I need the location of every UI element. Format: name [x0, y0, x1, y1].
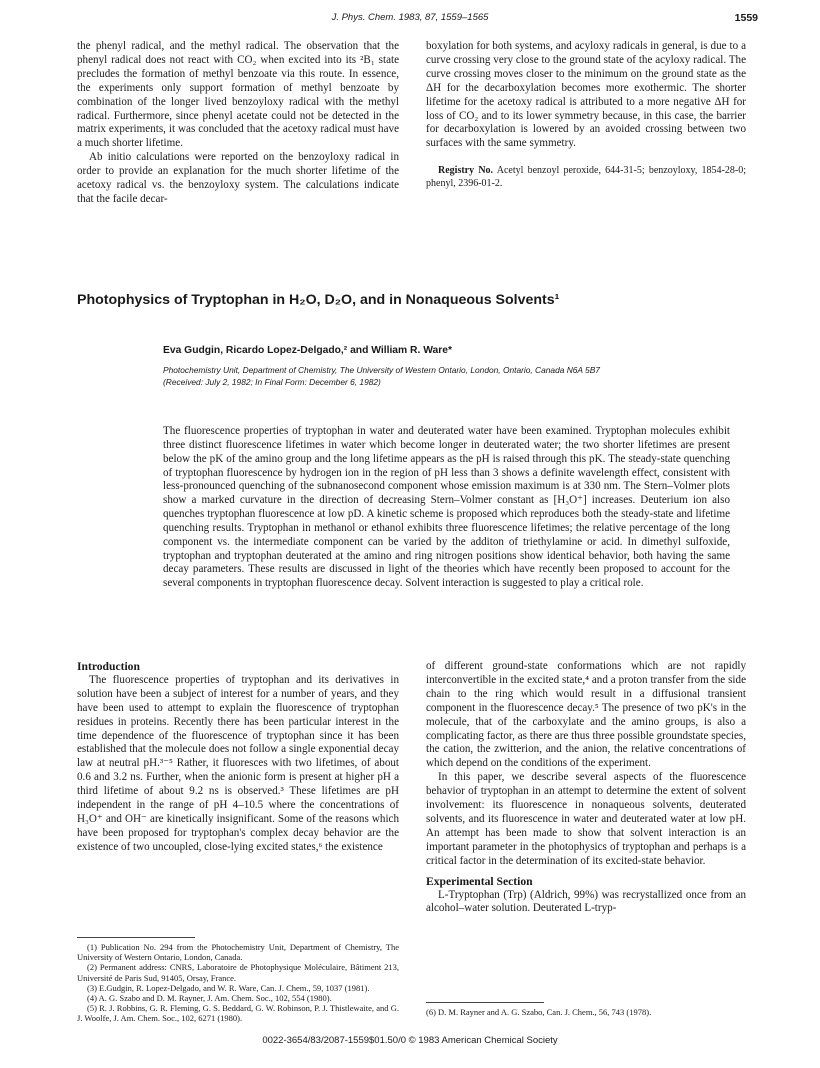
- footnotes-list: [77, 942, 399, 1024]
- footnotes-left: [77, 937, 399, 1024]
- experimental-heading: Experimental Section: [426, 874, 533, 888]
- prev-paragraph-3: boxylation for both systems, and acyloxy radicals in general, is due to a curve crossing very close to the ground state of the acyloxy radical. The curve crossing moves closer to the minimum on the ground state as the ΔH for the decarboxylation becomes more exothermic. The shorter lifetime for the acetoxy radical is attributed to a more negative ΔH for loss of CO₂ and to its lower symmetry because, in this case, the barrier for decarboxylation is lowered by an avoided crossing between two surfaces with the same symmetry.: [426, 40, 746, 150]
- running-header: [0, 12, 820, 28]
- prev-paragraph-1: the phenyl radical, and the methyl radical. The observation that the phenyl radical does not react with CO₂ when excited into its ²B₁ state precludes the formation of methyl benzoate via this route. In essence, the experiments only support formation of methyl benzoate by combination of the longer lived benzoyloxy radical with the methyl radical. Furthermore, since phenyl acetate could not be detected in the matrix experiments, it was concluded that the acetoxy radical must have a much shorter lifetime.: [77, 40, 399, 150]
- footnote-1: (1) Publication No. 294 from the Photochemistry Unit, Department of Chemistry, The University of Western Ontario, London, Canada.: [77, 942, 399, 963]
- registry-label: Registry No.: [438, 165, 494, 177]
- introduction-heading: Introduction: [77, 660, 140, 673]
- introduction-right-column: [426, 660, 746, 916]
- prev-paragraph-2: Ab initio calculations were reported on the benzoyloxy radical in order to provide an explanation for the much shorter lifetime of the acetoxy radical vs. the benzoyloxy system. The calculations indicate that the facile decar-: [77, 151, 399, 205]
- footnote-rule: [77, 937, 195, 938]
- received-dates: (Received: July 2, 1982; In Final Form: December 6, 1982): [163, 377, 381, 387]
- footnotes-right: [426, 1002, 746, 1017]
- footnote-6: (6) D. M. Rayner and A. G. Szabo, Can. J. Chem., 56, 743 (1978).: [426, 1007, 652, 1017]
- abstract: [163, 425, 730, 591]
- footnote-5: (5) R. J. Robbins, G. R. Fleming, G. S. Beddard, G. W. Robinson, P. J. Thistlewaite, and G. J. Woolfe, J. Am. Chem. Soc., 102, 6271 (1980).: [77, 1003, 399, 1024]
- article-authors: Eva Gudgin, Ricardo Lopez-Delgado,² and William R. Ware*: [163, 345, 453, 356]
- previous-article-right-column: [426, 40, 746, 190]
- footnote-3: (3) E.Gudgin, R. Lopez-Delgado, and W. R. Ware, Can. J. Chem., 59, 1037 (1981).: [87, 982, 370, 993]
- page-footer: 0022-3654/83/2087-1559$01.50/0 © 1983 American Chemical Society: [262, 1035, 558, 1046]
- page-number: 1559: [734, 12, 758, 24]
- previous-article-left-column: [77, 40, 399, 207]
- experimental-paragraph: L-Tryptophan (Trp) (Aldrich, 99%) was recrystallized once from an alcohol–water solution. Deuterated L-tryp-: [426, 888, 746, 915]
- footnote-rule-right: [426, 1002, 544, 1003]
- registry-text: Acetyl benzoyl peroxide, 644-31-5; benzoyloxy, 1854-28-0; phenyl, 2396-01-2.: [426, 165, 746, 189]
- article-affiliation: [163, 364, 743, 388]
- intro-paragraph-3: In this paper, we describe several aspects of the fluorescence behavior of tryptophan in an attempt to determine the extent of solvent involvement: its fluorescence in nonaqueous solvents, deuterated solvents, and its fluorescence in water and deuterated water at low pH. An attempt has been made to show that solvent interaction is an important parameter in the photophysics of tryptophan and perhaps is a critical factor in the determination of its excited-state behavior.: [426, 771, 746, 867]
- abstract-text: The fluorescence properties of tryptophan in water and deuterated water have been examined. Tryptophan molecules exhibit three distinct fluorescence lifetimes in water which become longer in deuterated water; the two shorter lifetimes are present below the pK of the amino group and the long lifetime appears as the pH is raised through this pK. The steady-state quenching of tryptophan fluorescence by hydrogen ion in the region of pH less than 3 shows a definite wavelength effect, consistent with less-pronounced quenching of the subnanosecond component whose emission maximum is at 330 nm. The Stern–Volmer plots show a marked curvature in the direction of decreasing Stern–Volmer constant as [H₃O⁺] increases. Deuterium ion also quenches tryptophan fluorescence at low pD. A kinetic scheme is proposed which reproduces both the steady-state and lifetime quenching results. Tryptophan in methanol or ethanol exhibits three fluorescence lifetimes; the relative percentage of the long component vs. the intermediate component can be varied by the additon of triethylamine or acid. In dimethyl sulfoxide, tryptophan and tryptophan deuterated at the amino and ring nitrogen positions show identical behavior, both having the same decay parameters. These results are discussed in light of the theories which have recently been proposed to account for the several components in tryptophan fluorescence decay. Solvent interaction is suggested to play a critical role.: [163, 425, 730, 590]
- registry-numbers: [426, 165, 746, 190]
- intro-paragraph-1: The fluorescence properties of tryptophan and its derivatives in solution have been a subject of interest for a number of years, and they have been used to attempt to explain the fluorescence of tryptophan residues in proteins. Recently there has been particular interest in the time dependence of the fluorescence of tryptophan since it has been established that the molecule does not follow a single exponential decay law at neutral pH.³⁻⁵ Rather, it fluoresces with two lifetimes, of about 0.6 and 3.2 ns. Further, when the anionic form is present at higher pH a third lifetime of about 9.2 ns is observed.³ These lifetimes are pH independent in the range of pH 4–10.5 where the concentrations of H₃O⁺ and OH⁻ are kinetically insignificant. Some of the reasons which have been proposed for tryptophan's complex decay behavior are the existence of two uncoupled, close-lying excited states,⁶ the existence: [77, 673, 399, 853]
- footnote-4: (4) A. G. Szabo and D. M. Rayner, J. Am. Chem. Soc., 102, 554 (1980).: [87, 993, 332, 1004]
- journal-citation: J. Phys. Chem. 1983, 87, 1559–1565: [331, 12, 489, 23]
- introduction-left-column: [77, 660, 399, 855]
- footnote-2: (2) Permanent address: CNRS, Laboratoire de Photophysique Moléculaire, Bâtiment 213, Université de Paris Sud, 91405, Orsay, France.: [77, 962, 399, 983]
- intro-paragraph-2: of different ground-state conformations which are not rapidly interconvertible in the excited state,⁴ and a proton transfer from the side chain to the ring which would result in a diffusional transient component in the fluorescence decay.⁵ The presence of two pK's in the molecule, that of the carboxylate and the amino groups, is also a complicating factor, as there are thus three possible groundstate species, the cation, the zwitterion, and the anion, the relative concentrations of which depend on the conditions of the experiment.: [426, 660, 746, 770]
- affiliation-text: Photochemistry Unit, Department of Chemistry, The University of Western Ontario, London, Ontario, Canada N6A 5B7: [163, 365, 600, 375]
- article-title: Photophysics of Tryptophan in H₂O, D₂O, and in Nonaqueous Solvents¹: [77, 292, 560, 308]
